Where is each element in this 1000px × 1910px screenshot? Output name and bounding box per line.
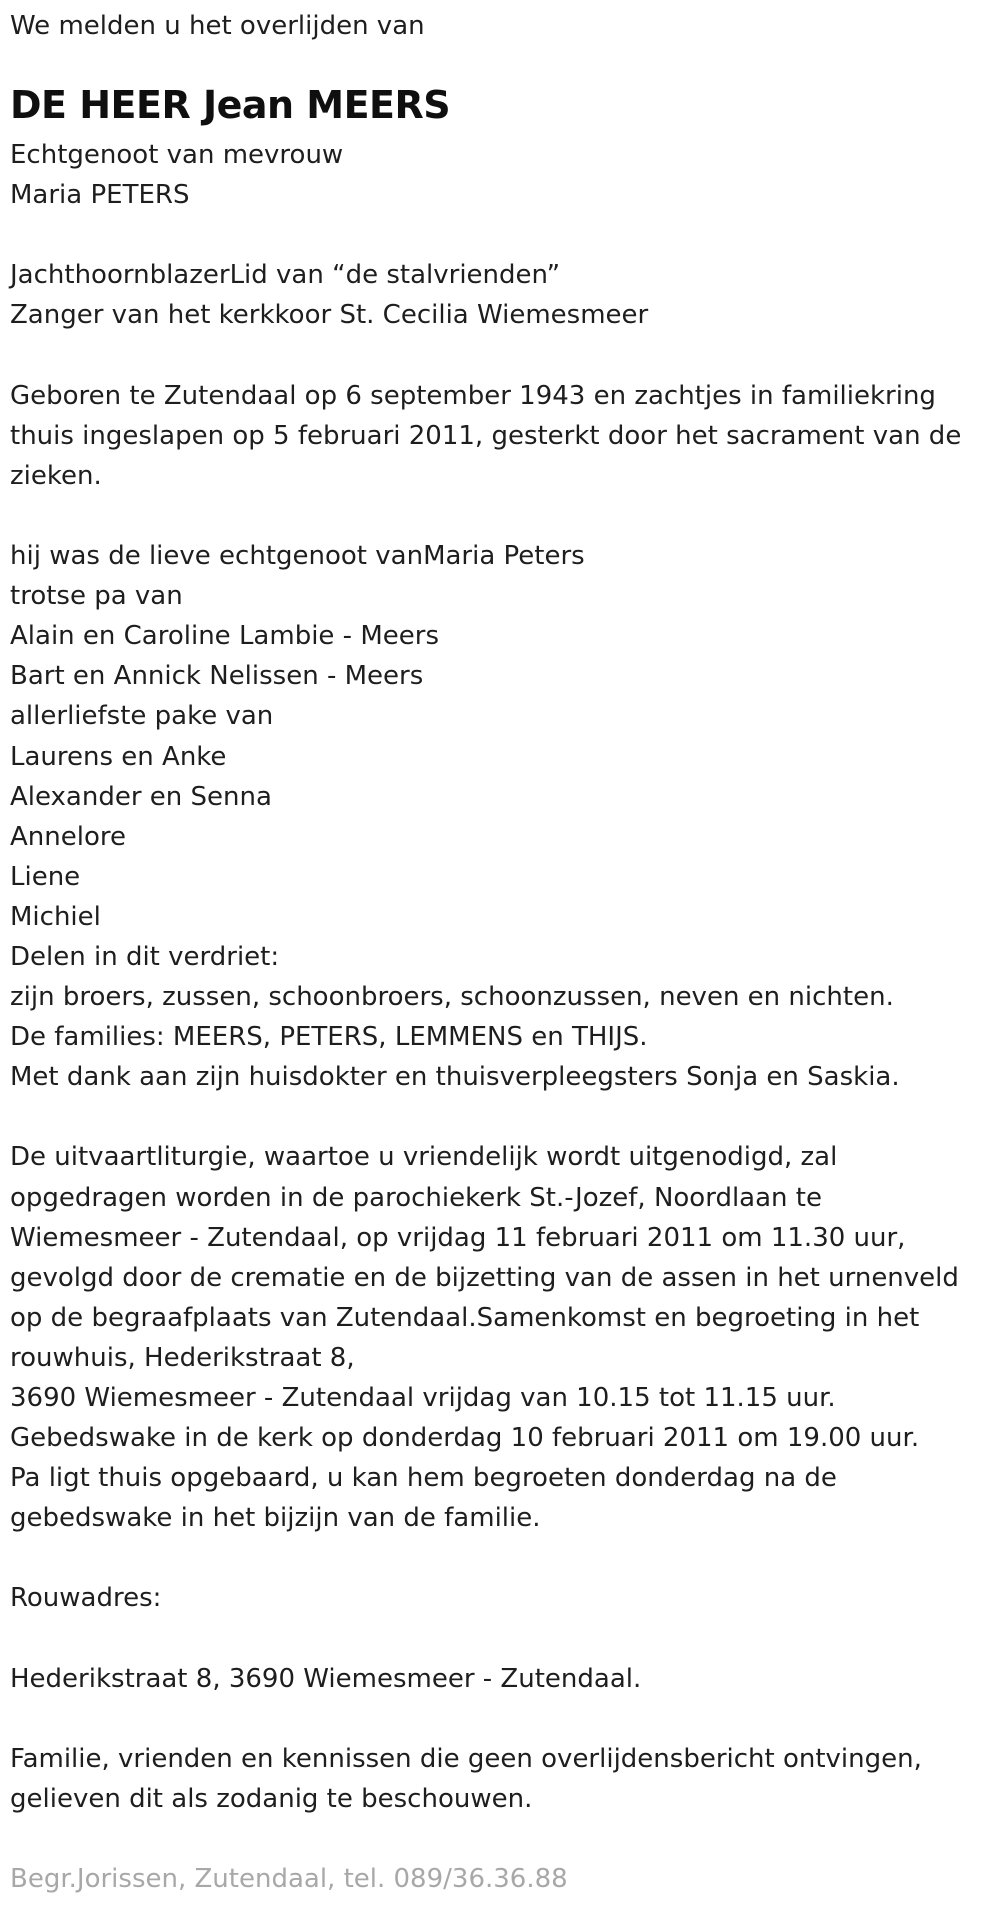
family-line: Alain en Caroline Lambie - Meers xyxy=(10,621,439,652)
family-line: trotse pa van xyxy=(10,581,183,612)
spacer xyxy=(10,1097,995,1137)
birth-line: Geboren te Zutendaal op 6 september 1943 en zachtjes in familiekring xyxy=(10,380,936,411)
spacer xyxy=(10,1538,995,1578)
roles-section xyxy=(10,255,995,335)
family-line: Met dank aan zijn huisdokter en thuisverpleegsters Sonja en Saskia. xyxy=(10,1062,900,1093)
funeral-line: rouwhuis, Hederikstraat 8, xyxy=(10,1342,355,1373)
spouse-line: Maria PETERS xyxy=(10,180,190,211)
family-line: Annelore xyxy=(10,821,126,852)
funeral-line: Wiemesmeer - Zutendaal, op vrijdag 11 februari 2011 om 11.30 uur, xyxy=(10,1222,906,1253)
family-line: Laurens en Anke xyxy=(10,741,227,772)
spouse-section xyxy=(10,135,995,215)
funeral-line: Gebedswake in de kerk op donderdag 10 februari 2011 om 19.00 uur. xyxy=(10,1423,920,1454)
birth-line: zieken. xyxy=(10,460,102,491)
family-line: Bart en Annick Nelissen - Meers xyxy=(10,661,424,692)
birth-section xyxy=(10,376,995,496)
funeral-line: opgedragen worden in de parochiekerk St.-Jozef, Noordlaan te xyxy=(10,1182,822,1213)
family-line: hij was de lieve echtgenoot vanMaria Peters xyxy=(10,541,585,572)
spacer xyxy=(10,496,995,536)
intro-text: We melden u het overlijden van xyxy=(10,11,425,41)
family-line: allerliefste pake van xyxy=(10,701,274,732)
spacer xyxy=(10,1819,995,1859)
address-text: Hederikstraat 8, 3690 Wiemesmeer - Zutendaal. xyxy=(10,1663,642,1694)
family-line: Liene xyxy=(10,861,81,892)
spouse-line: Echtgenoot van mevrouw xyxy=(10,140,344,171)
birth-line: thuis ingeslapen op 5 februari 2011, gesterkt door het sacrament van de xyxy=(10,420,962,451)
family-line: De families: MEERS, PETERS, LEMMENS en THIJS. xyxy=(10,1022,648,1053)
spacer xyxy=(10,215,995,255)
notice-section xyxy=(10,1739,995,1819)
funeral-line: gebedswake in het bijzijn van de familie. xyxy=(10,1503,541,1534)
family-line: Delen in dit verdriet: xyxy=(10,941,280,972)
funeral-line: De uitvaartliturgie, waartoe u vriendelijk wordt uitgenodigd, zal xyxy=(10,1142,838,1173)
funeral-section xyxy=(10,1137,995,1538)
spacer xyxy=(10,336,995,376)
funeral-line: Pa ligt thuis opgebaard, u kan hem begroeten donderdag na de xyxy=(10,1463,837,1494)
spacer xyxy=(10,1619,995,1659)
family-section xyxy=(10,536,995,1097)
obituary-notice xyxy=(10,0,995,1899)
notice-line: gelieven dit als zodanig te beschouwen. xyxy=(10,1783,533,1814)
address-label: Rouwadres: xyxy=(10,1583,162,1614)
role-line: JachthoornblazerLid van “de stalvrienden” xyxy=(10,260,561,291)
role-line: Zanger van het kerkkoor St. Cecilia Wiemesmeer xyxy=(10,300,649,331)
funeral-line: op de begraafplaats van Zutendaal.Samenkomst en begroeting in het xyxy=(10,1302,920,1333)
family-line: zijn broers, zussen, schoonbroers, schoonzussen, neven en nichten. xyxy=(10,982,894,1013)
funeral-line: gevolgd door de crematie en de bijzetting van de assen in het urnenveld xyxy=(10,1262,959,1293)
deceased-name: DE HEER Jean MEERS xyxy=(10,83,451,128)
funeral-director-footer: Begr.Jorissen, Zutendaal, tel. 089/36.36.88 xyxy=(10,1864,568,1895)
notice-line: Familie, vrienden en kennissen die geen overlijdensbericht ontvingen, xyxy=(10,1743,922,1774)
spacer xyxy=(10,1699,995,1739)
funeral-line: 3690 Wiemesmeer - Zutendaal vrijdag van 10.15 tot 11.15 uur. xyxy=(10,1383,836,1413)
family-line: Alexander en Senna xyxy=(10,781,272,812)
family-line: Michiel xyxy=(10,901,101,932)
